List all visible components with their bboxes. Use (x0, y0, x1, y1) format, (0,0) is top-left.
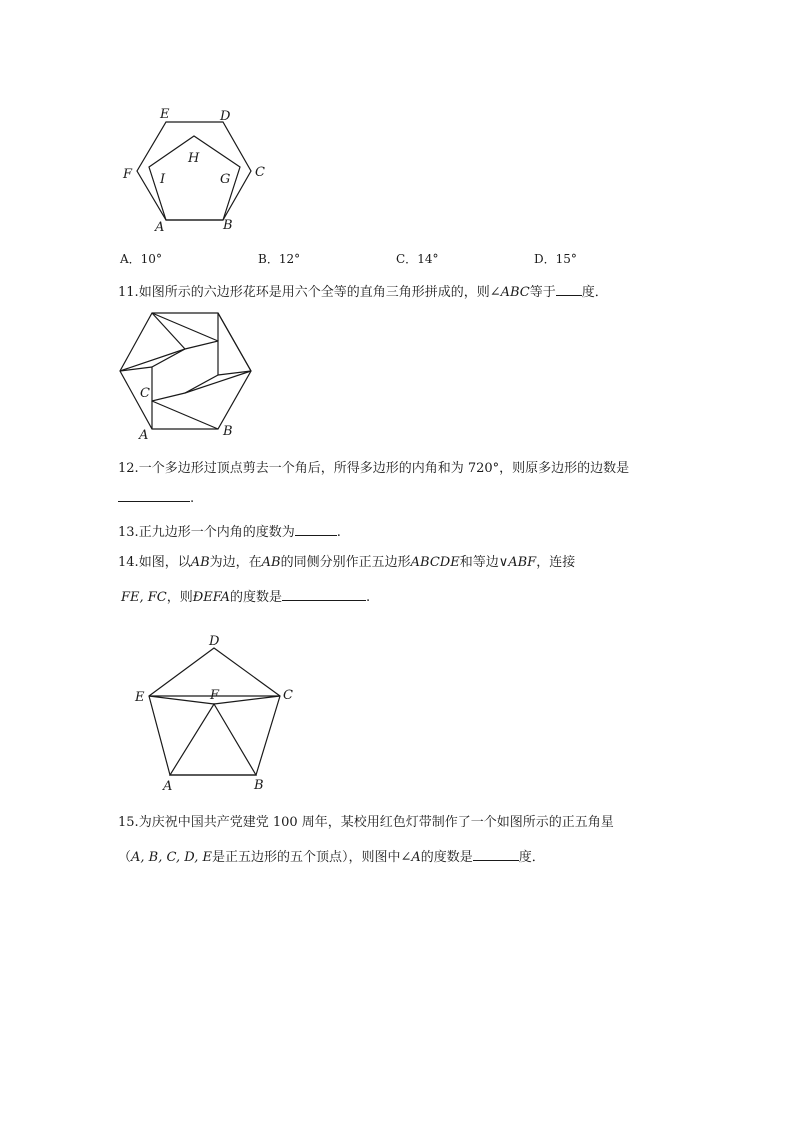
q11-unit: 度． (581, 285, 608, 300)
q14-math-pentagon: ABCDE (410, 555, 460, 570)
label-G: G (220, 172, 231, 187)
q11-number: 11. (118, 285, 139, 300)
label-F: F (210, 688, 220, 703)
q14-math-ab2: AB (261, 555, 281, 570)
option-c (396, 250, 438, 267)
q14-math-triangle: ∨ABF (498, 555, 537, 570)
q14-line1-a: 如图，以 (138, 555, 191, 570)
outer-hexagon (120, 313, 251, 429)
option-d-value: 15° (555, 252, 577, 266)
option-a-value: 10° (140, 252, 162, 266)
q15-unit: 度． (518, 850, 545, 865)
q15-math-angle: ∠A (400, 850, 421, 865)
question-14-line2 (121, 586, 370, 605)
label-C: C (255, 165, 265, 180)
pentagon-abcde (149, 648, 280, 775)
label-F: F (123, 167, 133, 182)
label-A: A (163, 779, 173, 794)
label-B: B (254, 778, 264, 793)
q14-end: . (366, 590, 371, 605)
q15-number: 15. (118, 815, 139, 830)
q13-number: 13. (118, 525, 139, 540)
label-E: E (135, 690, 145, 705)
q14-line1-e: ，连接 (536, 555, 576, 570)
question-14 (118, 551, 575, 570)
label-A: A (155, 220, 165, 235)
question-12-line2 (118, 489, 194, 506)
q15-answer-blank[interactable] (473, 848, 519, 861)
label-C: C (140, 386, 150, 401)
q14-math-angle: ÐEFA (192, 590, 231, 605)
q12-text: 一个多边形过顶点剪去一个角后，所得多边形的内角和为 720°，则原多边形的边数是 (138, 461, 630, 476)
label-A: A (139, 428, 149, 443)
q13-answer-blank[interactable] (295, 523, 337, 536)
question-13 (118, 521, 341, 540)
label-D: D (209, 634, 220, 649)
question-15-line2 (118, 846, 545, 865)
question-12 (118, 457, 629, 476)
q14-answer-blank[interactable] (282, 588, 366, 601)
option-b (258, 250, 300, 267)
option-b-value: 12° (278, 252, 301, 266)
option-d-letter: D． (534, 252, 556, 266)
q14-line1-c: 的同侧分别作正五边形 (280, 555, 411, 570)
q11-answer-blank[interactable] (556, 283, 582, 296)
q13-text: 正九边形一个内角的度数为 (138, 525, 295, 540)
label-B: B (223, 218, 233, 233)
figure-pentagon-triangle (130, 628, 310, 798)
label-C: C (283, 688, 293, 703)
question-11 (118, 281, 608, 300)
option-d (534, 250, 577, 267)
label-B: B (223, 424, 233, 439)
option-a-letter: A． (120, 252, 141, 266)
question-15 (118, 811, 614, 830)
q12-number: 12. (118, 461, 139, 476)
option-c-value: 14° (417, 252, 439, 266)
label-D: D (220, 109, 231, 124)
q12-answer-blank[interactable] (118, 489, 190, 502)
q12-end: . (190, 491, 195, 506)
option-b-letter: B． (258, 252, 279, 266)
q14-line1-b: 为边，在 (209, 555, 262, 570)
option-c-letter: C． (396, 252, 418, 266)
label-E: E (160, 107, 170, 122)
label-H: H (188, 151, 200, 166)
q11-text-after: 等于 (529, 285, 556, 300)
q13-end: . (336, 525, 341, 540)
q14-math-fefc: FE, FC (121, 590, 167, 605)
q14-math-ab1: AB (190, 555, 210, 570)
figure-hexagon-ring (115, 305, 265, 445)
q14-line2-a: ，则 (166, 590, 193, 605)
figure-hexagon-pentagon (110, 100, 280, 235)
q14-number: 14. (118, 555, 139, 570)
q15-math-points: A, B, C, D, E (131, 850, 212, 865)
q15-line2-a: （ (118, 850, 132, 865)
q14-line2-b: 的度数是 (230, 590, 283, 605)
q11-math: ∠ABC (489, 285, 530, 300)
option-a (120, 250, 162, 267)
q15-line2-c: 的度数是 (420, 850, 473, 865)
q15-line2-b: 是正五边形的五个顶点），则图中 (211, 850, 401, 865)
q14-line1-d: 和等边 (459, 555, 499, 570)
label-I: I (160, 172, 166, 187)
q11-text-before: 如图所示的六边形花环是用六个全等的直角三角形拼成的，则 (138, 285, 490, 300)
triangle-abf (170, 704, 256, 775)
q15-line1: 为庆祝中国共产党建党 100 周年，某校用红色灯带制作了一个如图所示的正五角星 (138, 815, 614, 830)
inner-hexagon (152, 341, 218, 401)
